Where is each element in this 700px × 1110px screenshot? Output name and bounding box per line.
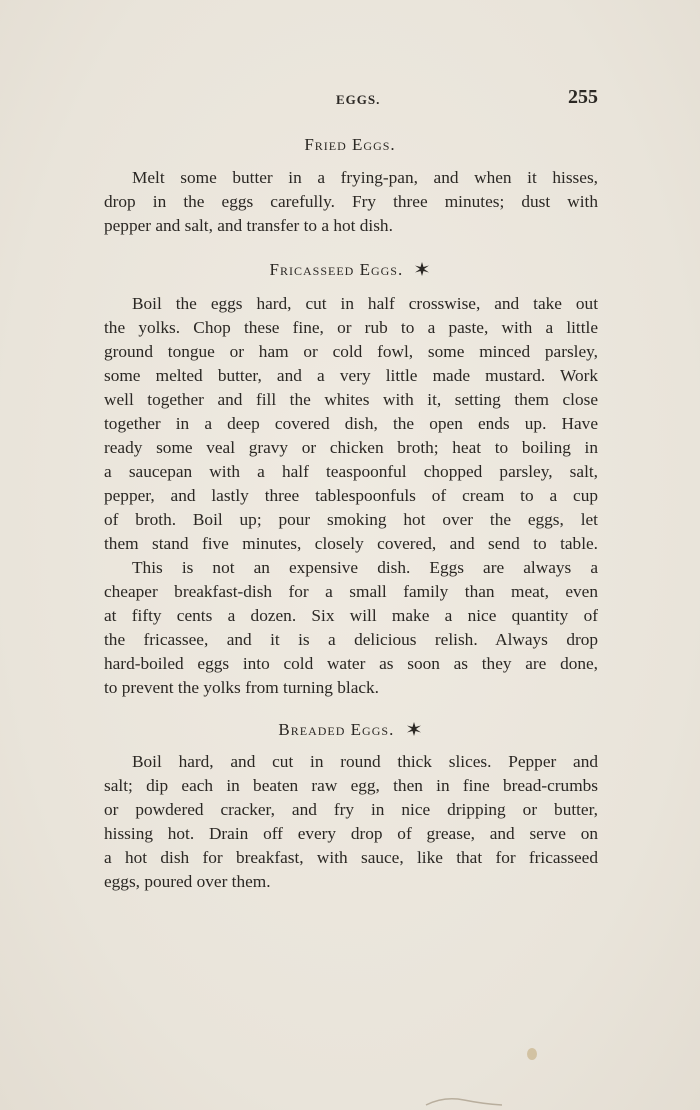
- text-line: eggs, poured over them.: [104, 872, 271, 891]
- text-line: This is not an expensive dish. Eggs are always a: [132, 558, 598, 577]
- running-head: EGGS.: [336, 92, 381, 107]
- text-line: drop in the eggs carefully. Fry three minutes; dust with: [104, 192, 598, 211]
- paragraph-fried-eggs: [104, 166, 598, 238]
- text-line: at fifty cents a dozen. Six will make a nice quantity of: [104, 606, 598, 625]
- text-line: some melted butter, and a very little made mustard. Work: [104, 366, 598, 385]
- text-line: ground tongue or ham or cold fowl, some minced parsley,: [104, 342, 598, 361]
- section-title-fricasseed-eggs: [0, 257, 700, 283]
- text-line: of broth. Boil up; pour smoking hot over the eggs, let: [104, 510, 598, 529]
- text-line: pepper and salt, and transfer to a hot dish.: [104, 216, 393, 235]
- text-line: a hot dish for breakfast, with sauce, like that for fricasseed: [104, 848, 598, 867]
- page-number: 255: [568, 86, 598, 108]
- paragraph-fricasseed-eggs: [104, 292, 598, 556]
- text-line: Melt some butter in a frying-pan, and when it hisses,: [132, 168, 598, 187]
- section-title-breaded-eggs: [0, 717, 700, 743]
- maltese-cross-icon: [406, 721, 422, 737]
- paper-tear-mark: [424, 1092, 504, 1106]
- text-line: cheaper breakfast-dish for a small family than meat, even: [104, 582, 598, 601]
- paragraph-fricasseed-note: [104, 556, 598, 700]
- section-title-fried-eggs: [0, 132, 700, 158]
- section-title-text: Fried Eggs.: [304, 135, 396, 154]
- text-line: well together and fill the whites with it, setting them close: [104, 390, 598, 409]
- section-title-text: Breaded Eggs.: [278, 720, 395, 739]
- text-line: to prevent the yolks from turning black.: [104, 678, 379, 697]
- text-line: together in a deep covered dish, the open ends up. Have: [104, 414, 598, 433]
- text-line: or powdered cracker, and fry in nice dripping or butter,: [104, 800, 598, 819]
- text-line: pepper, and lastly three tablespoonfuls of cream to a cup: [104, 486, 598, 505]
- text-line: the fricassee, and it is a delicious relish. Always drop: [104, 630, 598, 649]
- text-line: Boil hard, and cut in round thick slices. Pepper and: [132, 752, 598, 771]
- paragraph-breaded-eggs: [104, 750, 598, 894]
- text-line: a saucepan with a half teaspoonful chopped parsley, salt,: [104, 462, 598, 481]
- text-line: them stand five minutes, closely covered, and send to table.: [104, 534, 598, 553]
- text-line: salt; dip each in beaten raw egg, then in fine bread-crumbs: [104, 776, 598, 795]
- text-line: hissing hot. Drain off every drop of grease, and serve on: [104, 824, 598, 843]
- paper-stain: [527, 1048, 537, 1060]
- text-line: hard-boiled eggs into cold water as soon as they are done,: [104, 654, 598, 673]
- maltese-cross-icon: [414, 261, 430, 277]
- text-line: the yolks. Chop these fine, or rub to a paste, with a little: [104, 318, 598, 337]
- section-title-text: Fricasseed Eggs.: [269, 260, 404, 279]
- text-line: Boil the eggs hard, cut in half crosswise, and take out: [132, 294, 598, 313]
- text-line: ready some veal gravy or chicken broth; heat to boiling in: [104, 438, 598, 457]
- page-header: [104, 88, 598, 112]
